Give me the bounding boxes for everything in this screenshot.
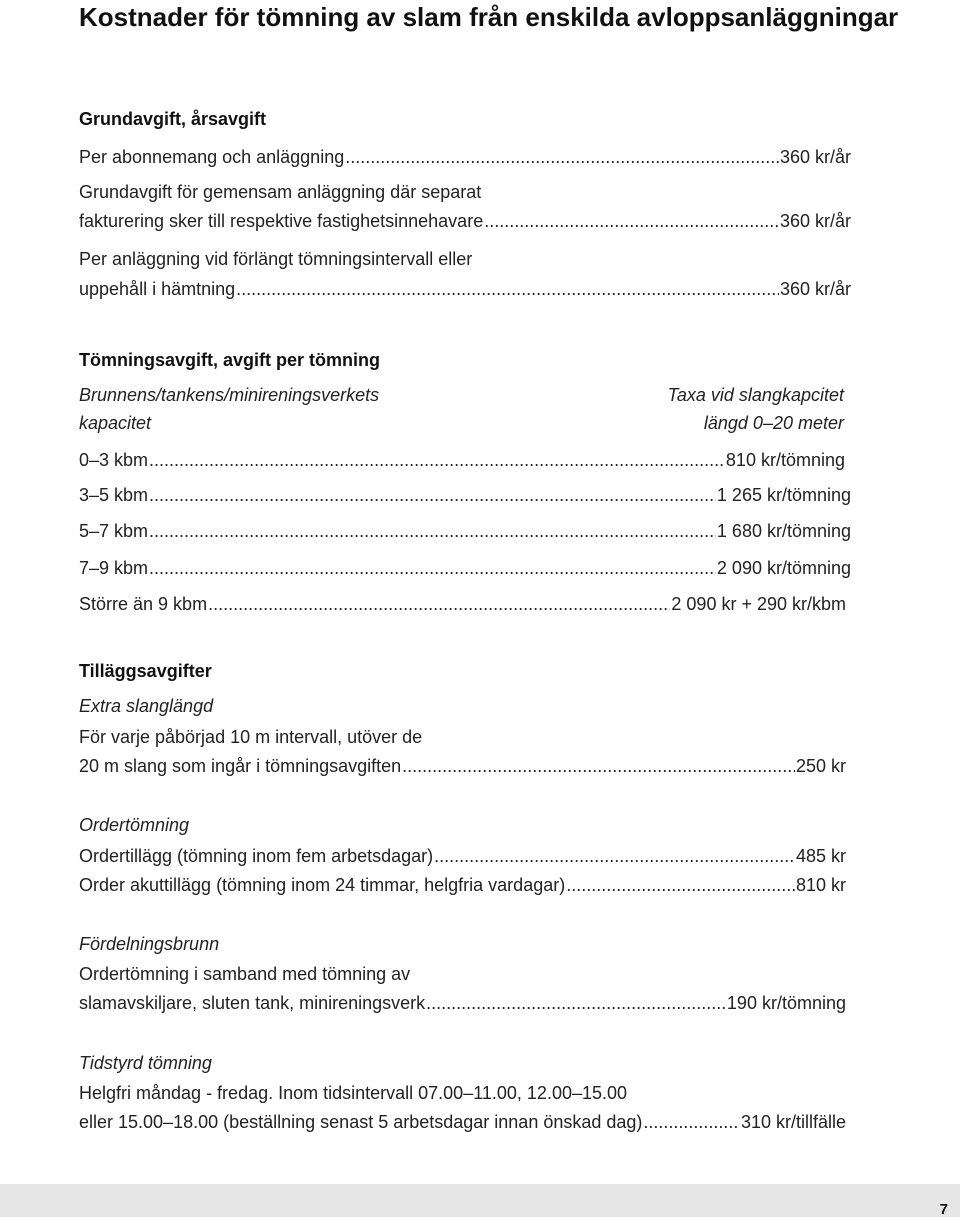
fee-value: 310 kr/tillfälle [740, 1112, 846, 1132]
rate-row [79, 520, 851, 542]
rate-label: 7–9 kbm [79, 558, 149, 578]
dot-leader [149, 449, 725, 471]
dot-leader [434, 845, 795, 867]
section-heading-tillagg: Tilläggsavgifter [79, 661, 212, 681]
dot-leader [149, 484, 716, 506]
fee-label: Order akuttillägg (tömning inom 24 timmar, helgfria vardagar) [79, 875, 566, 895]
rate-row [79, 484, 851, 506]
fee-value: 190 kr/tömning [726, 993, 846, 1013]
fee-value: 360 kr/år [779, 279, 851, 299]
dot-leader [208, 593, 670, 615]
rate-value: 2 090 kr/tömning [716, 558, 851, 578]
fee-row-uppehall [79, 278, 851, 300]
dot-leader [643, 1111, 740, 1133]
fee-value: 250 kr [795, 756, 846, 776]
rate-label: 3–5 kbm [79, 485, 149, 505]
fee-row-fordelning [79, 992, 846, 1014]
fee-row-gemensam [79, 210, 851, 232]
fee-row-tidstyrd [79, 1111, 846, 1133]
rate-value: 1 265 kr/tömning [716, 485, 851, 505]
fee-value: 485 kr [795, 846, 846, 866]
rate-value: 1 680 kr/tömning [716, 521, 851, 541]
dot-leader [149, 520, 716, 542]
fee-row-slang [79, 755, 846, 777]
dot-leader [484, 210, 779, 232]
fee-label: uppehåll i hämtning [79, 279, 236, 299]
section-heading-tomningsavgift: Tömningsavgift, avgift per tömning [79, 350, 380, 370]
fee-row-akut [79, 874, 846, 896]
page-title: Kostnader för tömning av slam från enskilda avloppsanläggningar [79, 2, 899, 32]
subsection-heading: Tidstyrd tömning [79, 1053, 212, 1073]
fee-value: 810 kr [795, 875, 846, 895]
dot-leader [345, 146, 779, 168]
page-number: 7 [939, 1201, 948, 1218]
subsection-heading: Ordertömning [79, 815, 190, 835]
fee-label: fakturering sker till respektive fastighetsinnehavare [79, 211, 484, 231]
rate-value: 2 090 kr + 290 kr/kbm [671, 594, 846, 614]
column-header-rate: längd 0–20 meter [703, 413, 844, 433]
rate-label: Större än 9 kbm [79, 594, 208, 614]
fee-label: Ordertillägg (tömning inom fem arbetsdagar) [79, 846, 434, 866]
fee-description: Helgfri måndag - fredag. Inom tidsintervall 07.00–11.00, 12.00–15.00 [79, 1083, 628, 1103]
dot-leader [426, 992, 726, 1014]
fee-description: Per anläggning vid förlängt tömningsintervall eller [79, 249, 473, 269]
rate-row [79, 557, 851, 579]
dot-leader [566, 874, 795, 896]
fee-description: Grundavgift för gemensam anläggning där separat [79, 182, 482, 202]
fee-description: För varje påbörjad 10 m intervall, utöver de [79, 727, 423, 747]
column-header-capacity: Brunnens/tankens/minireningsverkets [79, 385, 380, 405]
subsection-heading: Fördelningsbrunn [79, 934, 220, 954]
fee-label: Per abonnemang och anläggning [79, 147, 345, 167]
fee-label: 20 m slang som ingår i tömningsavgiften [79, 756, 402, 776]
section-heading-grundavgift: Grundavgift, årsavgift [79, 109, 267, 129]
dot-leader [236, 278, 779, 300]
dot-leader [402, 755, 795, 777]
column-header-rate: Taxa vid slangkapcitet [667, 385, 844, 405]
fee-description: Ordertömning i samband med tömning av [79, 964, 411, 984]
fee-row-abonnemang [79, 146, 851, 168]
footer-bar [0, 1184, 960, 1217]
subsection-heading: Extra slanglängd [79, 696, 214, 716]
column-header-capacity: kapacitet [79, 413, 152, 433]
fee-row-order [79, 845, 846, 867]
rate-value: 810 kr/tömning [725, 450, 845, 470]
rate-row [79, 593, 846, 615]
fee-value: 360 kr/år [779, 147, 851, 167]
fee-label: eller 15.00–18.00 (beställning senast 5 arbetsdagar innan önskad dag) [79, 1112, 643, 1132]
rate-label: 0–3 kbm [79, 450, 149, 470]
dot-leader [149, 557, 716, 579]
rate-row [79, 449, 845, 471]
fee-value: 360 kr/år [779, 211, 851, 231]
fee-label: slamavskiljare, sluten tank, minireningsverk [79, 993, 426, 1013]
rate-label: 5–7 kbm [79, 521, 149, 541]
